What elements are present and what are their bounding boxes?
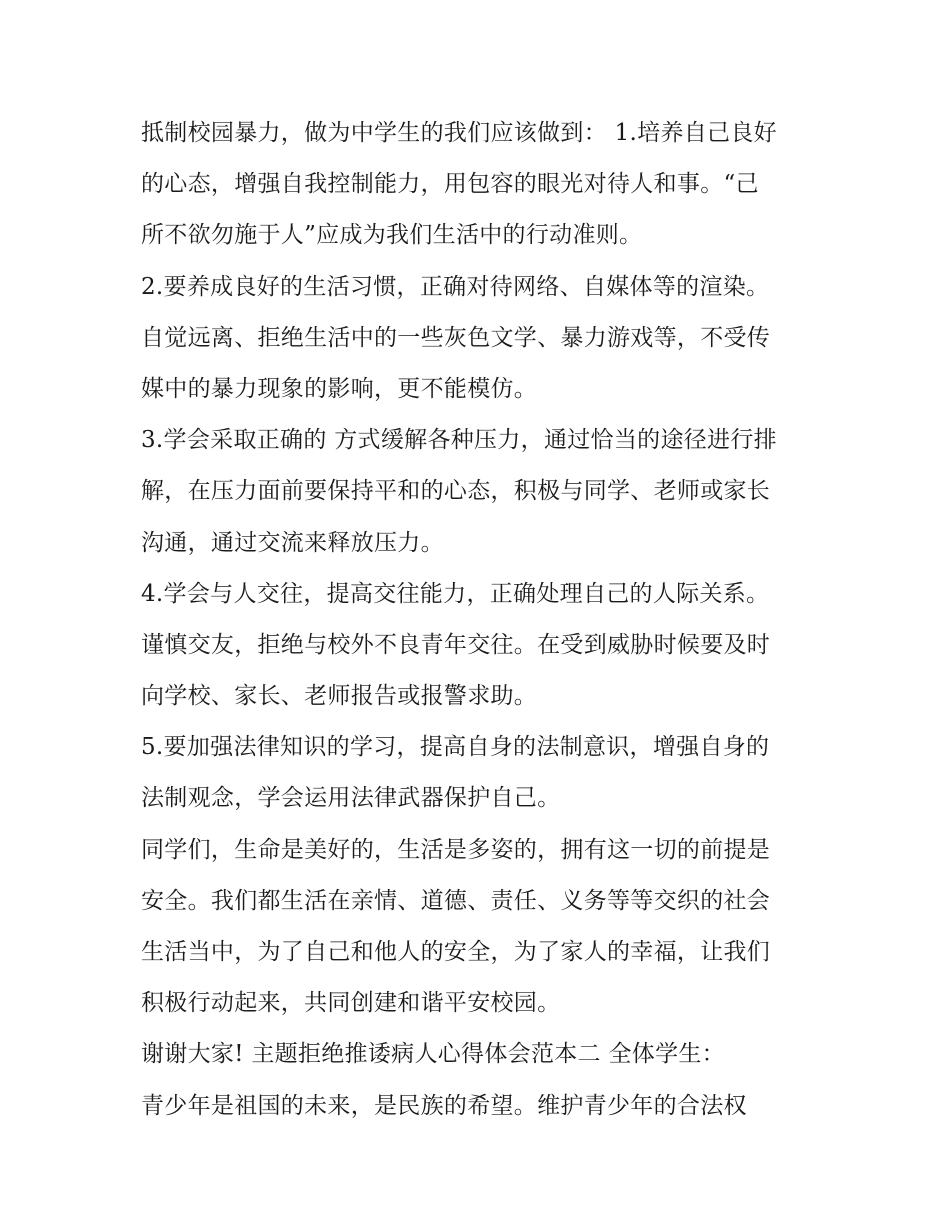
text-line: 向学校、家长、老师报告或报警求助。 [141,683,538,710]
text-line: 所不欲勿施于人”应成为我们生活中的行动准则。 [141,222,643,249]
text-line: 谢谢大家! 主题拒绝推诿病人心得体会范本二 全体学生： [141,1041,725,1068]
text-line: 抵制校园暴力，做为中学生的我们应该做到： 1.培养自己良好 [141,120,777,146]
text-line: 法制观念，学会运用法律武器保护自己。 [141,785,561,812]
text-line: 解，在压力面前要保持平和的心态，积极与同学、老师或家长 [141,478,771,505]
text-line: 沟通，通过交流来释放压力。 [141,529,444,556]
text-line: 5.要加强法律知识的学习，提高自身的法制意识，增强自身的 [141,734,770,761]
text-line: 媒中的暴力现象的影响，更不能模仿。 [141,375,538,402]
text-line: 自觉远离、拒绝生活中的一些灰色文学、暴力游戏等，不受传 [141,324,771,351]
text-line: 3.学会采取正确的 方式缓解各种压力，通过恰当的途径进行排 [141,427,777,454]
text-line: 青少年是祖国的未来，是民族的希望。维护青少年的合法权 [141,1092,747,1119]
document-body [141,108,821,1132]
text-line: 2.要养成良好的生活习惯，正确对待网络、自媒体等的渲染。 [141,273,770,300]
text-line: 谨慎交友，拒绝与校外不良青年交往。在受到威胁时候要及时 [141,631,771,658]
text-line: 4.学会与人交往，提高交往能力，正确处理自己的人际关系。 [141,580,770,607]
text-line: 安全。我们都生活在亲情、道德、责任、义务等等交织的社会 [141,887,771,914]
text-line: 积极行动起来，共同创建和谐平安校园。 [141,990,561,1017]
text-line: 生活当中，为了自己和他人的安全，为了家人的幸福，让我们 [141,939,771,965]
text-line: 同学们，生命是美好的，生活是多姿的，拥有这一切的前提是 [141,836,771,863]
text-line: 的心态，增强自我控制能力，用包容的眼光对待人和事。“己 [141,171,759,198]
